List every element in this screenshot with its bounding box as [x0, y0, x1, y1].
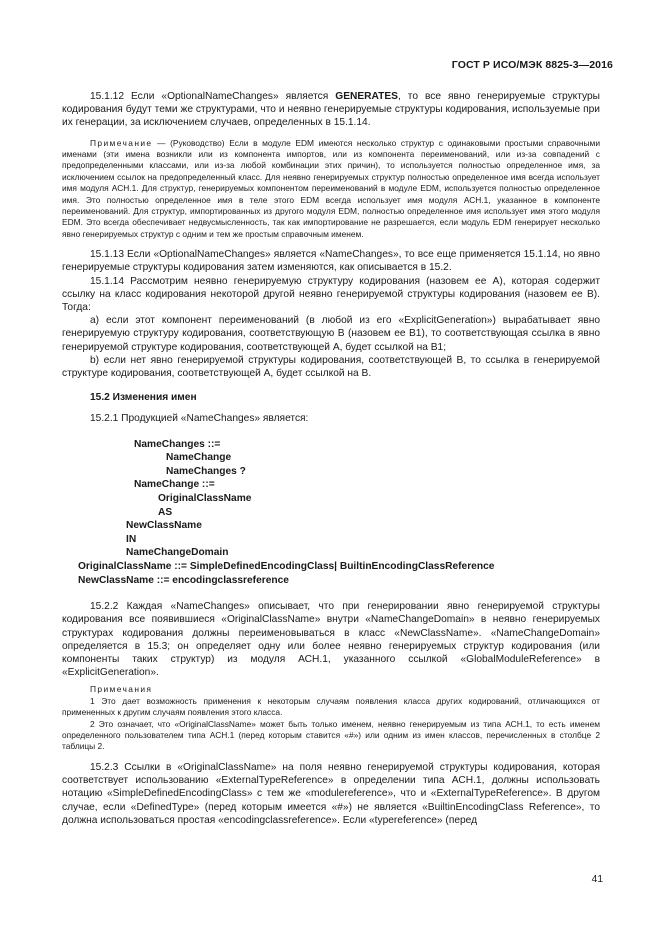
grammar-line: AS: [158, 506, 173, 518]
note-text: — (Руководство) Если в модуле EDM имеются несколько структур с одинаковыми простыми справочными именами (эти имена возникли или из компонента импортов, или из компонента переименований, или из-за совпадений с предопределенными классами, или из-за любой комбинации этих причин), то используется полностью определенное имя, за исключением ссылок на предопределенный класс. Для неявно генерируемых структур полностью определенное имя всегда использует имя модуля АСН.1. Для структур, генерируемых компонентом переименований в модуле EDM, используется полностью определенное имя. Это полностью определенное имя в теле этого EDM всегда использует имя модуля АСН.1, указанное в компоненте переименований. Для структур, импортированных из другого модуля EDM, полностью определенное имя использует имя этого модуля EDM. Это всегда обеспечивает недвусмысленность, так как импортирование не разрешается, если модуль EDM генерирует несколько явно генерируемых структур с одним и тем же простым справочным именем.: [62, 137, 600, 239]
notes-label: Примечания: [90, 684, 153, 695]
grammar-line: NameChanges ?: [166, 465, 246, 477]
note-guidance: [62, 138, 600, 241]
grammar-line: NameChanges ::=: [134, 438, 221, 450]
p1-pre: 15.1.12 Если «OptionalNameChanges» является: [90, 91, 336, 102]
grammar-line: NameChange: [166, 452, 232, 464]
grammar-line: NameChangeDomain: [126, 547, 229, 559]
paragraph-15-1-14-b: b) если нет явно генерируемой структуры кодирования, соответствующей В, то ссылка в генерируемой структуре кодирования, соответствующей А, будет ссылкой на В.: [62, 354, 600, 380]
grammar-line: OriginalClassName: [158, 493, 252, 505]
note-1: 1 Это дает возможность применения к некоторым случаям появления класса других кодирований, отличающихся от примененных к другим случаям появления этого класса.: [62, 695, 600, 718]
paragraph-15-1-14: 15.1.14 Рассмотрим неявно генерируемую структуру кодирования (назовем ее А), которая содержит ссылку на класс кодирования некоторой другой неявно генерируемой структуры кодирования (назовем ее В). Тогда:: [62, 275, 600, 314]
grammar-line: IN: [126, 533, 137, 545]
paragraph-15-1-13: 15.1.13 Если «OptionalNameChanges» является «NameChanges», то все еще применяется 15.1.14, но явно генерируемые структуры кодирования затем изменяются, как описывается в 15.2.: [62, 249, 600, 274]
grammar-block: [62, 438, 600, 588]
paragraph-15-2-3: 15.2.3 Ссылки в «OriginalClassName» на поля неявно генерируемой структуры кодирования, которая соответствует использованию «ExternalTypeReference» в определении типа АСН.1, должны использовать нотацию «SimpleDefinedEncodingClass» с тем же «modulereference», что и «ExternalTypeReference». В другом случае, если «DefinedType» (перед которым имеется «#») не является «BuiltinEncodingClass Reference», то должна использоваться простая «encodingclassreference». Если «typereference» (перед: [62, 761, 600, 826]
p1-bold: GENERATES: [335, 91, 398, 102]
note-label: Примечание: [90, 137, 153, 148]
grammar-line: OriginalClassName ::= SimpleDefinedEncodingClass| BuiltinEncodingClassReference: [78, 561, 495, 573]
note-2: 2 Это означает, что «OriginalClassName» может быть только именем, неявно генерируемым из типа АСН.1, то есть именем определенного пользователем типа АСН.1 (перед которым ставится «#») или одним из имен классов, перечисленных в столбце 2 таблицы 2.: [62, 718, 600, 752]
page-number: 41: [591, 874, 603, 885]
paragraph-15-2-1: 15.2.1 Продукцией «NameChanges» является:: [90, 412, 309, 424]
section-title-15-2: 15.2 Изменения имен: [90, 392, 197, 404]
grammar-line: NameChange ::=: [134, 479, 215, 491]
paragraph-15-1-14-a: а) если этот компонент переименований (в любой из его «ExplicitGeneration») вырабатывает явно генерируемую структуру кодирования, соответствующую В (назовем ее В1), то соответствующая ссылка в явно генерируемой структуре кодирования, соответствующей А, будет ссылкой на В1;: [62, 315, 600, 353]
document-header-code: ГОСТ Р ИСО/МЭК 8825-3—2016: [451, 59, 613, 71]
grammar-line: NewClassName: [126, 520, 202, 532]
document-body: [62, 90, 600, 827]
p1-post: , то все явно генерируемые структуры кодирования будут теми же структурами, что и неявно генерируемые структуры кодирования, используемые при их генерации, за исключением случаев, определенных в 15.1.14.: [62, 91, 600, 129]
grammar-line: NewClassName ::= encodingclassreference: [78, 574, 289, 586]
paragraph-15-1-12: [62, 90, 600, 130]
paragraph-15-2-2: 15.2.2 Каждая «NameChanges» описывает, что при генерировании явно генерируемой структуры кодирования все появившиеся «OriginalClassName» внутри «NameChangeDomain» в неявно генерируемых структурах кодирования должны переименовываться в класс «NewClassName». «NameChangeDomain» определяется в 15.3; он определяет одну или более неявно генерируемых структур кодирования (или компоненты таких структур) из модуля АСН.1, указанного ссылкой «GlobalModuleReference» в «ExplicitGeneration».: [62, 601, 600, 679]
